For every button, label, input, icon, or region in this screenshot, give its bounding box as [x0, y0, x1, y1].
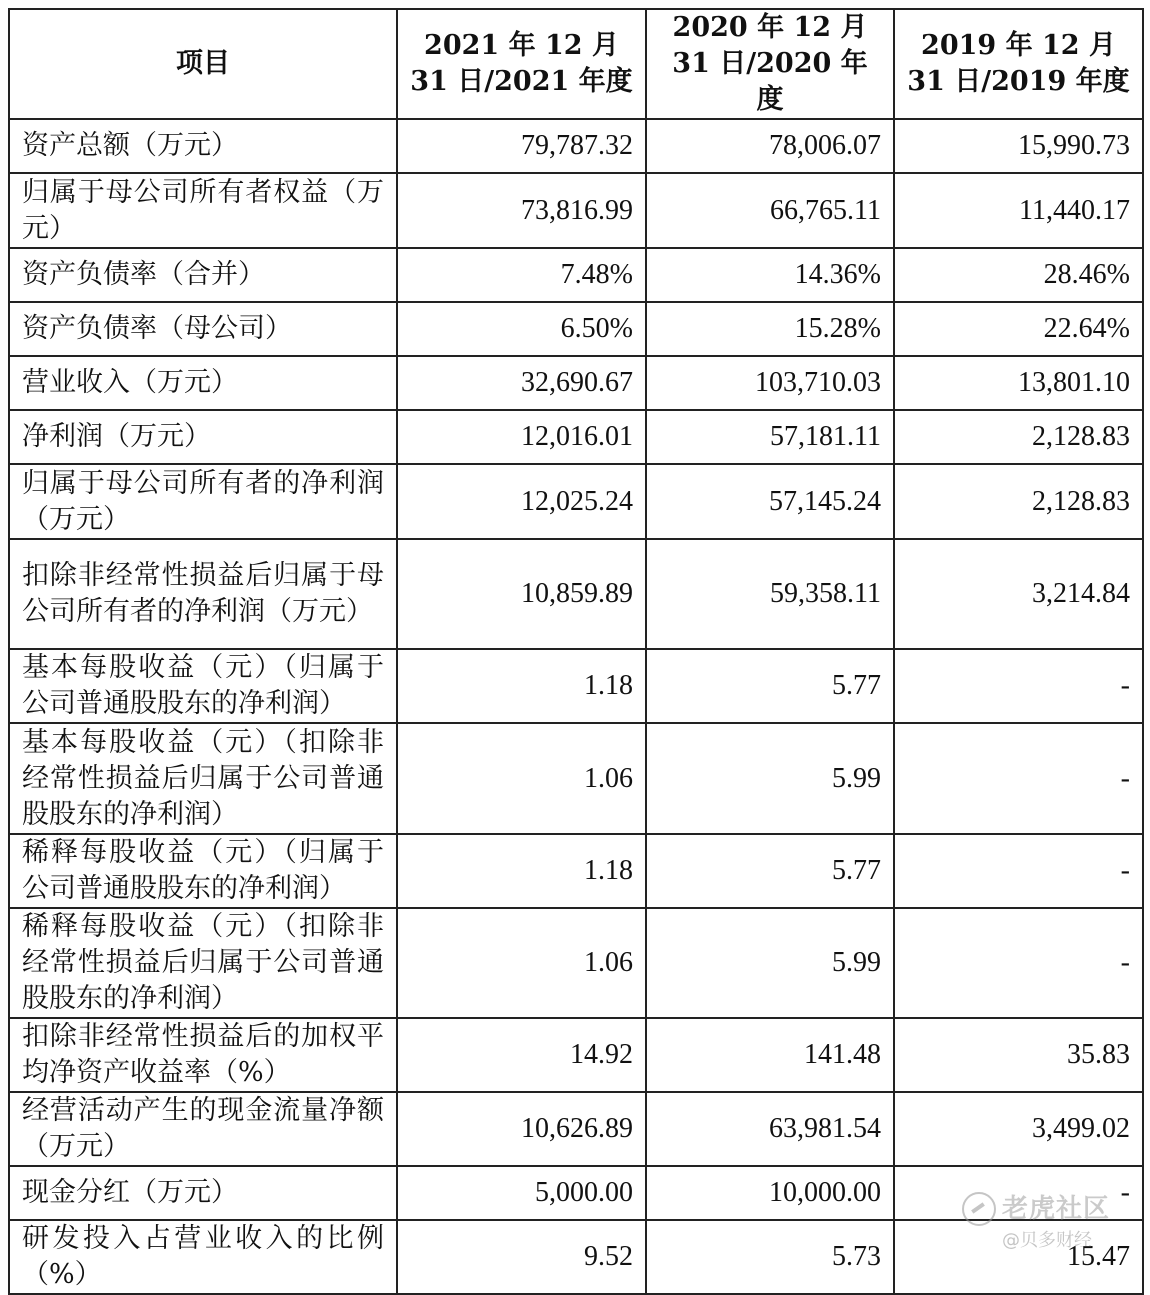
value-2019: 35.83: [894, 1018, 1143, 1092]
header-2021: 2021 年 12 月 31 日/2021 年度: [397, 9, 646, 119]
value-2019: 3,499.02: [894, 1092, 1143, 1166]
value-2020: 57,145.24: [646, 464, 894, 539]
value-2019: 22.64%: [894, 302, 1143, 356]
value-2020: 10,000.00: [646, 1166, 894, 1220]
table-row: [9, 119, 1143, 173]
value-2021: 14.92: [397, 1018, 646, 1092]
row-label: 现金分红（万元）: [9, 1166, 397, 1220]
value-2021: 6.50%: [397, 302, 646, 356]
value-2021: 10,626.89: [397, 1092, 646, 1166]
value-2019: -: [894, 834, 1143, 908]
value-2020: 78,006.07: [646, 119, 894, 173]
value-2020: 5.73: [646, 1220, 894, 1294]
row-label: 扣除非经常性损益后的加权平均净资产收益率（%）: [9, 1018, 397, 1092]
value-2020: 59,358.11: [646, 539, 894, 649]
value-2020: 5.99: [646, 723, 894, 834]
value-2021: 7.48%: [397, 248, 646, 302]
value-2019: 13,801.10: [894, 356, 1143, 410]
table-row: [9, 723, 1143, 834]
row-label: 净利润（万元）: [9, 410, 397, 464]
value-2021: 32,690.67: [397, 356, 646, 410]
value-2021: 10,859.89: [397, 539, 646, 649]
table-row: [9, 302, 1143, 356]
watermark-subtitle: @贝多财经: [1002, 1230, 1092, 1251]
table-row: [9, 356, 1143, 410]
row-label: 基本每股收益（元）（扣除非经常性损益后归属于公司普通股股东的净利润）: [9, 723, 397, 834]
row-label: 扣除非经常性损益后归属于母公司所有者的净利润（万元）: [9, 539, 397, 649]
row-label: 营业收入（万元）: [9, 356, 397, 410]
header-item: 项目: [9, 9, 397, 119]
row-label: 基本每股收益（元）（归属于公司普通股股东的净利润）: [9, 649, 397, 723]
value-2021: 12,025.24: [397, 464, 646, 539]
value-2021: 1.06: [397, 723, 646, 834]
watermark-title: 老虎社区: [1002, 1194, 1111, 1224]
table-row: [9, 1092, 1143, 1166]
table-row: [9, 410, 1143, 464]
row-label: 资产总额（万元）: [9, 119, 397, 173]
value-2019: 15,990.73: [894, 119, 1143, 173]
header-2019: 2019 年 12 月 31 日/2019 年度: [894, 9, 1143, 119]
value-2019: 15.47: [894, 1220, 1143, 1294]
value-2019: -: [894, 908, 1143, 1018]
header-2020: 2020 年 12 月 31 日/2020 年度: [646, 9, 894, 119]
value-2021: 1.18: [397, 834, 646, 908]
value-2019: -: [894, 1166, 1143, 1220]
row-label: 研发投入占营业收入的比例（%）: [9, 1220, 397, 1294]
value-2021: 1.18: [397, 649, 646, 723]
table-header-row: [9, 9, 1143, 119]
value-2019: 28.46%: [894, 248, 1143, 302]
table-row: [9, 649, 1143, 723]
row-label: 经营活动产生的现金流量净额（万元）: [9, 1092, 397, 1166]
table-row: [9, 539, 1143, 649]
value-2020: 141.48: [646, 1018, 894, 1092]
row-label: 归属于母公司所有者的净利润（万元）: [9, 464, 397, 539]
value-2019: -: [894, 723, 1143, 834]
value-2020: 103,710.03: [646, 356, 894, 410]
value-2020: 57,181.11: [646, 410, 894, 464]
value-2020: 66,765.11: [646, 173, 894, 248]
table-row: [9, 1166, 1143, 1220]
row-label: 资产负债率（母公司）: [9, 302, 397, 356]
value-2019: -: [894, 649, 1143, 723]
value-2021: 5,000.00: [397, 1166, 646, 1220]
value-2019: 3,214.84: [894, 539, 1143, 649]
value-2021: 73,816.99: [397, 173, 646, 248]
value-2021: 9.52: [397, 1220, 646, 1294]
value-2020: 5.99: [646, 908, 894, 1018]
value-2019: 2,128.83: [894, 410, 1143, 464]
row-label: 归属于母公司所有者权益（万元）: [9, 173, 397, 248]
value-2021: 12,016.01: [397, 410, 646, 464]
table-row: [9, 248, 1143, 302]
value-2019: 2,128.83: [894, 464, 1143, 539]
value-2019: 11,440.17: [894, 173, 1143, 248]
financial-data-table: [8, 8, 1144, 1295]
table-row: [9, 464, 1143, 539]
value-2020: 63,981.54: [646, 1092, 894, 1166]
table-row: [9, 1018, 1143, 1092]
value-2020: 5.77: [646, 834, 894, 908]
value-2020: 5.77: [646, 649, 894, 723]
row-label: 稀释每股收益（元）（扣除非经常性损益后归属于公司普通股股东的净利润）: [9, 908, 397, 1018]
table-row: [9, 834, 1143, 908]
table-row: [9, 908, 1143, 1018]
value-2021: 79,787.32: [397, 119, 646, 173]
row-label: 资产负债率（合并）: [9, 248, 397, 302]
value-2020: 14.36%: [646, 248, 894, 302]
value-2020: 15.28%: [646, 302, 894, 356]
value-2021: 1.06: [397, 908, 646, 1018]
row-label: 稀释每股收益（元）（归属于公司普通股股东的净利润）: [9, 834, 397, 908]
table-row: [9, 173, 1143, 248]
table-row: [9, 1220, 1143, 1294]
